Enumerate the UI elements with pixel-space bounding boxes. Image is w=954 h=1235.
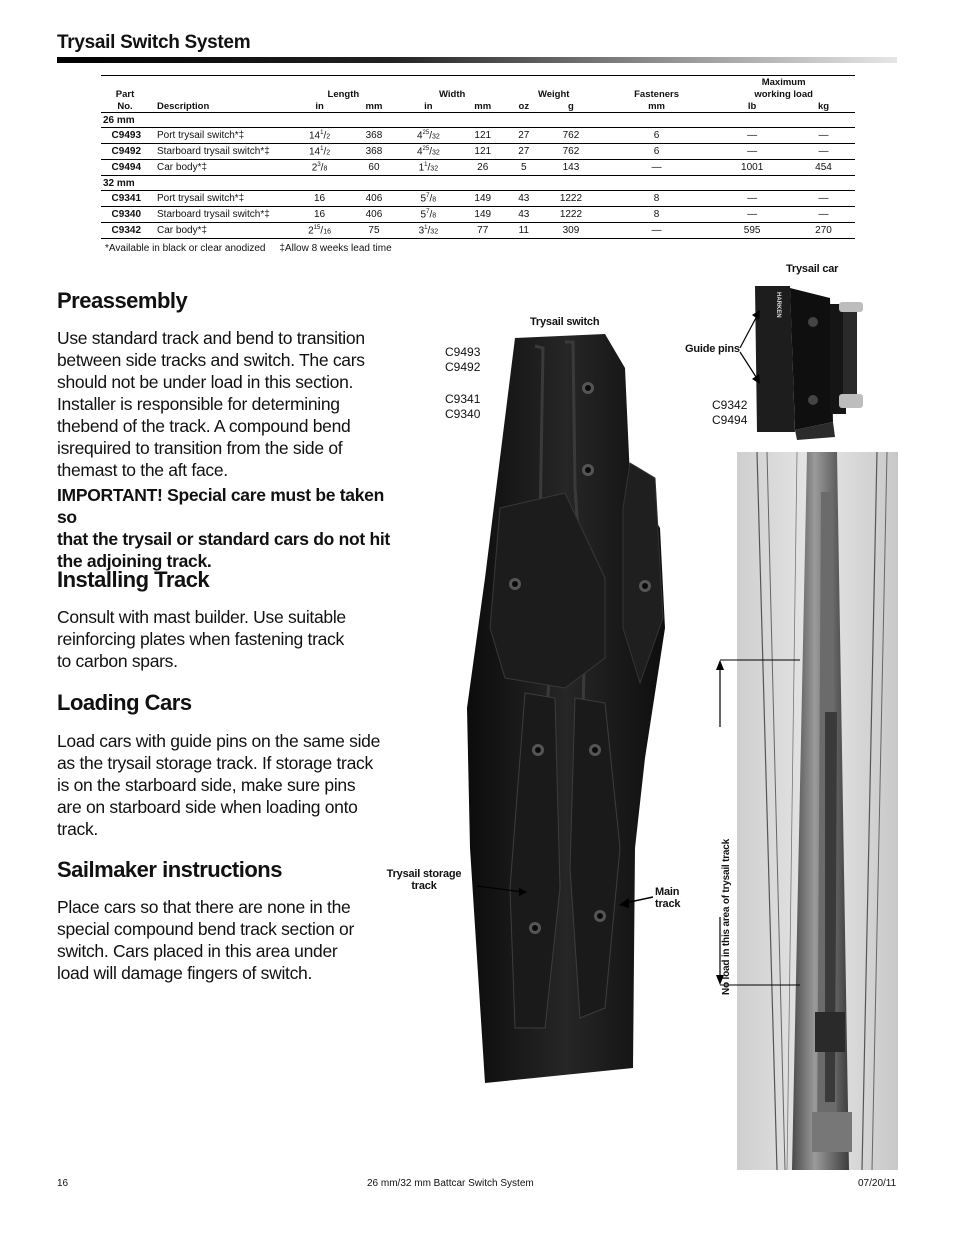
width-in: $1^1/32$ [398,160,459,176]
preassembly-line: should not be under load in this section. [57,372,354,392]
fasteners: — [601,160,712,176]
table-row [101,207,855,223]
length-in: 16 [289,191,350,207]
weight-g: 1222 [541,207,601,223]
installing-line: to carbon spars. [57,651,178,671]
description: Port trysail switch*‡ [149,191,289,207]
weight-oz: 27 [507,128,541,144]
width-mm: 121 [459,128,507,144]
part-number: C9492 [101,144,149,160]
preassembly-line: Use standard track and bend to transition [57,328,365,348]
length-in: $2^3/8$ [289,160,350,176]
header-part-1: Part [115,89,135,100]
main-track-arrow-icon [615,893,655,913]
car-codes: C9342 C9494 [712,398,748,427]
max-load-lb: — [712,207,792,223]
unit-6: mm [601,100,712,113]
sailmaker-heading: Sailmaker instructions [57,857,282,882]
width-in: $4^{25}/32$ [398,128,459,144]
header-width: Width [439,89,466,100]
max-load-lb: — [712,144,792,160]
max-load-kg: 270 [792,223,855,239]
fasteners: 8 [601,207,712,223]
guide-pins-arrow-icon [738,300,768,390]
unit-0: in [289,100,350,113]
header-length: Length [327,89,360,100]
header-length [289,76,350,89]
preassembly-line: isrequired to transition from the side of [57,438,343,458]
header-blank [149,76,289,89]
header-weight: Weight [537,89,570,100]
max-load-lb: — [712,128,792,144]
table-row [101,223,855,239]
weight-oz: 43 [507,191,541,207]
group-label: 32 mm [101,176,855,191]
max-load-lb: — [712,191,792,207]
table-footnote: *Available in black or clear anodized ‡Allow 8 weeks lead time [105,243,392,254]
header-max-load-1: Maximum [712,76,855,89]
length-mm: 406 [350,191,398,207]
sailmaker-line: special compound bend track section or [57,919,354,939]
footer-date: 07/20/11 [858,1178,897,1189]
group-label: 26 mm [101,113,855,128]
trysail-car-label: Trysail car [786,263,839,275]
header-fasteners: Fasteners [634,89,680,100]
guide-pins-label: Guide pins [685,343,740,355]
unit-5: g [541,100,601,113]
table-header-row [101,76,855,89]
table-row [101,128,855,144]
loading-line: is on the starboard side, make sure pins [57,775,356,795]
loading-line: are on starboard side when loading onto [57,797,358,817]
header-width [398,76,459,89]
width-mm: 77 [459,223,507,239]
max-load-lb: 1001 [712,160,792,176]
loading-cars-text [57,730,397,840]
important-line: that the trysail or standard cars do not hit [57,529,390,549]
brand-text: HARKEN [775,292,781,318]
header-weight [507,76,541,89]
loading-line: Load cars with guide pins on the same side [57,731,381,751]
unit-7: lb [712,100,792,113]
group-row [101,113,855,128]
header-fasteners [601,76,712,89]
spec-table [101,75,855,239]
width-mm: 149 [459,207,507,223]
description: Car body*‡ [149,223,289,239]
table-header-row [101,88,855,100]
table-units-row [101,100,855,113]
weight-g: 1222 [541,191,601,207]
sailmaker-line: Place cars so that there are none in the [57,897,351,917]
weight-oz: 11 [507,223,541,239]
part-number: C9342 [101,223,149,239]
sailmaker-line: switch. Cars placed in this area under [57,941,338,961]
description: Port trysail switch*‡ [149,128,289,144]
width-in: $5^7/8$ [398,191,459,207]
trysail-switch-label: Trysail switch [530,316,600,328]
weight-g: 762 [541,144,601,160]
max-load-kg: — [792,207,855,223]
trysail-switch-image [455,328,685,1088]
description: Starboard trysail switch*‡ [149,144,289,160]
fasteners: 6 [601,144,712,160]
unit-1: mm [350,100,398,113]
header-blank [350,76,398,89]
storage-track-label: Trysail storage track [386,868,462,892]
loading-line: track. [57,819,98,839]
part-number: C9494 [101,160,149,176]
length-in: $2^{15}/16$ [289,223,350,239]
page-number: 16 [57,1178,69,1189]
installing-line: reinforcing plates when fastening track [57,629,344,649]
max-load-lb: 595 [712,223,792,239]
length-in: $14^1/2$ [289,144,350,160]
weight-g: 762 [541,128,601,144]
installing-track-heading: Installing Track [57,567,210,592]
table-row [101,191,855,207]
header-description: Description [149,100,289,113]
weight-g: 143 [541,160,601,176]
title-rule [57,57,897,63]
weight-g: 309 [541,223,601,239]
fasteners: — [601,223,712,239]
weight-oz: 5 [507,160,541,176]
length-in: 16 [289,207,350,223]
no-load-label: No load in this area of trysail track [721,839,732,995]
max-load-kg: — [792,191,855,207]
header-blank [459,76,507,89]
switch-codes-32mm: C9341 C9340 [445,392,481,421]
preassembly-line: thebend of the track. A compound bend [57,416,351,436]
header-max-load-2: working load [754,89,813,100]
part-number: C9340 [101,207,149,223]
loading-cars-heading: Loading Cars [57,690,192,715]
main-track-label: Main track [655,886,681,910]
header-blank [101,76,149,89]
length-mm: 368 [350,128,398,144]
important-note [57,484,397,572]
length-in: $14^1/2$ [289,128,350,144]
preassembly-line: Installer is responsible for determining [57,394,340,414]
weight-oz: 27 [507,144,541,160]
installing-line: Consult with mast builder. Use suitable [57,607,346,627]
sailmaker-line: load will damage fingers of switch. [57,963,313,983]
description: Car body*‡ [149,160,289,176]
unit-8: kg [792,100,855,113]
table-row [101,160,855,176]
header-part-2: No. [101,100,149,113]
fasteners: 6 [601,128,712,144]
unit-4: oz [507,100,541,113]
header-blank [149,88,289,100]
unit-3: mm [459,100,507,113]
length-mm: 406 [350,207,398,223]
max-load-kg: — [792,144,855,160]
sailmaker-text [57,896,397,984]
preassembly-line: themast to the aft face. [57,460,228,480]
length-mm: 75 [350,223,398,239]
width-in: $4^{25}/32$ [398,144,459,160]
max-load-kg: 454 [792,160,855,176]
important-line: the adjoining track. [57,551,212,571]
width-mm: 26 [459,160,507,176]
installing-track-text [57,606,397,672]
part-number: C9341 [101,191,149,207]
page-title: Trysail Switch System [57,32,251,53]
preassembly-heading: Preassembly [57,288,188,313]
width-mm: 121 [459,144,507,160]
width-mm: 149 [459,191,507,207]
table-row [101,144,855,160]
width-in: $5^7/8$ [398,207,459,223]
footer-title: 26 mm/32 mm Battcar Switch System [367,1178,534,1189]
max-load-kg: — [792,128,855,144]
important-line: IMPORTANT! Special care must be taken so [57,485,384,527]
switch-codes-26mm: C9493 C9492 [445,345,481,374]
header-blank [541,76,601,89]
length-mm: 60 [350,160,398,176]
weight-oz: 43 [507,207,541,223]
width-in: $3^1/32$ [398,223,459,239]
description: Starboard trysail switch*‡ [149,207,289,223]
length-mm: 368 [350,144,398,160]
preassembly-text [57,327,397,481]
preassembly-line: between side tracks and switch. The cars [57,350,365,370]
fasteners: 8 [601,191,712,207]
loading-line: as the trysail storage track. If storage track [57,753,373,773]
part-number: C9493 [101,128,149,144]
storage-track-arrow-icon [475,880,535,900]
unit-2: in [398,100,459,113]
group-row [101,176,855,191]
